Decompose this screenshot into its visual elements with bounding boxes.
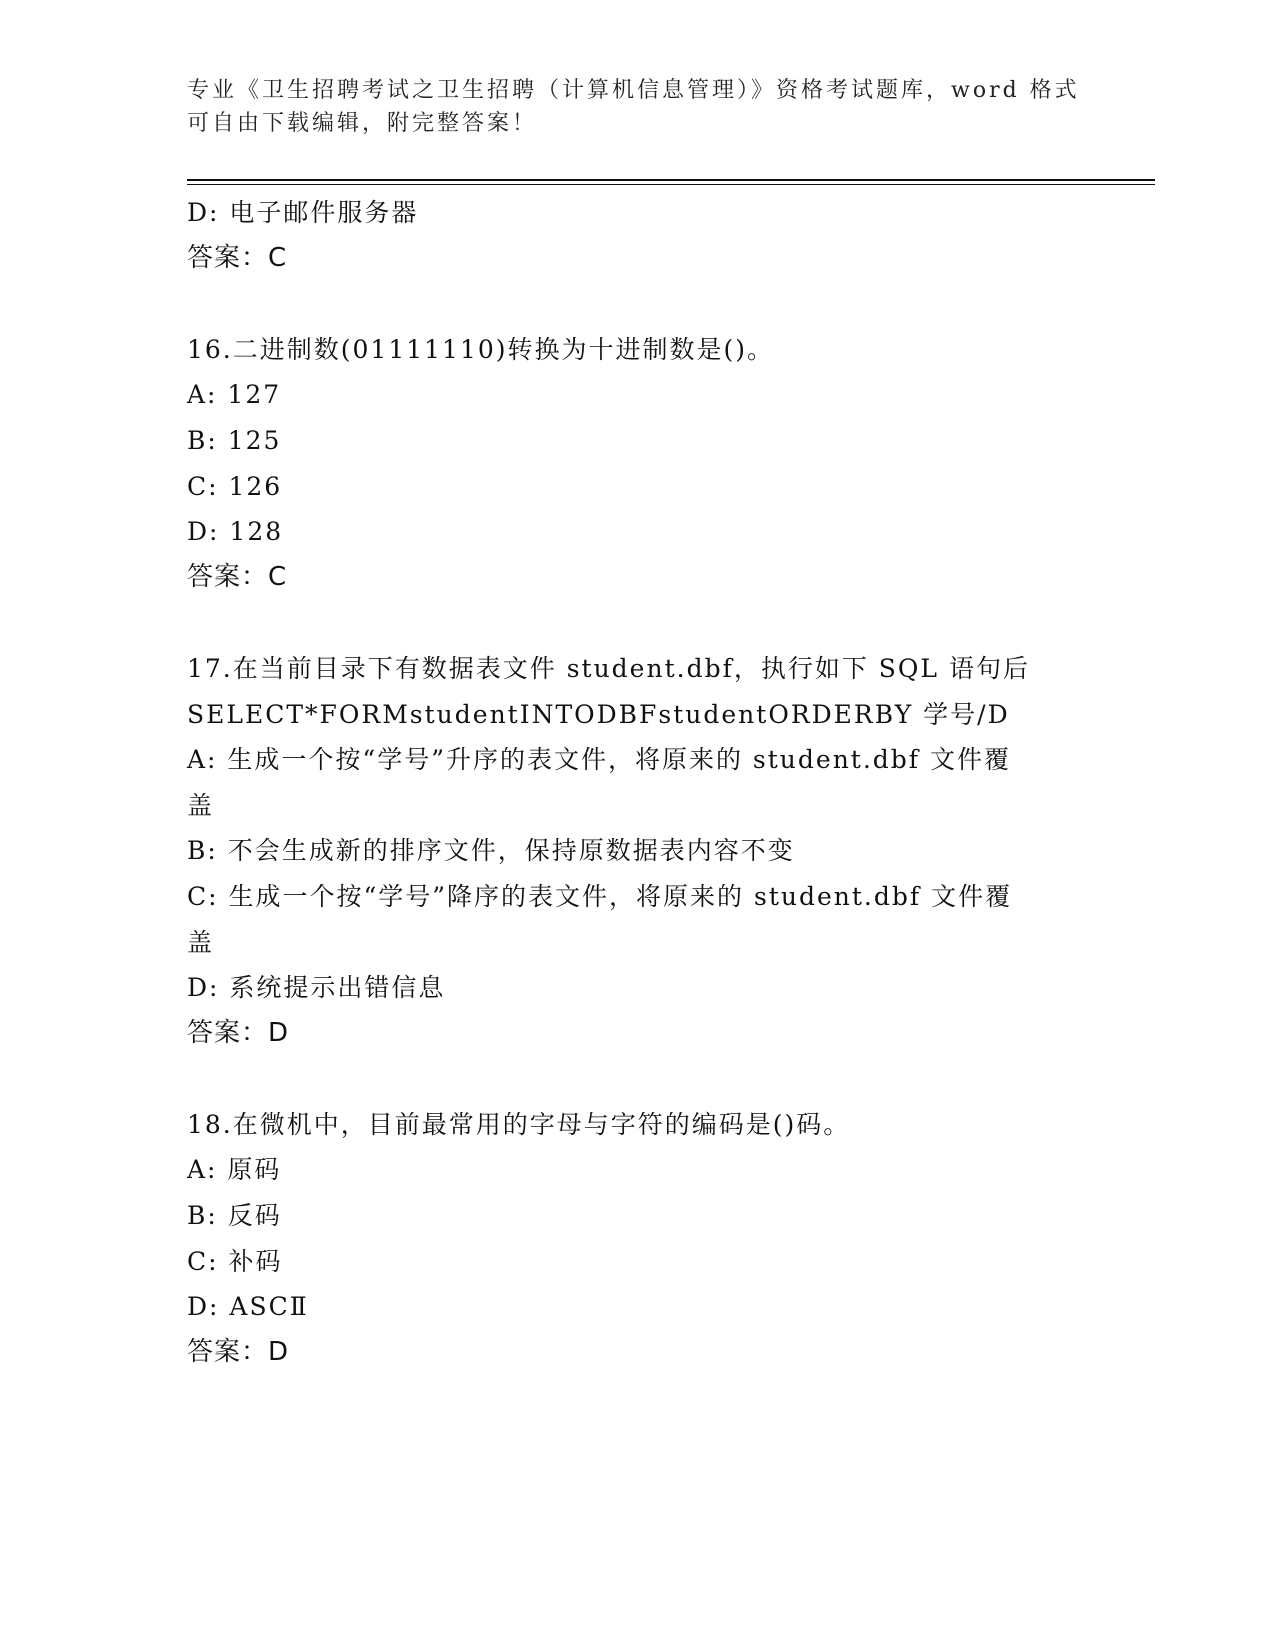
header-line-2: 可自由下载编辑，附完整答案！ <box>187 111 538 136</box>
answer-line: 答案：D <box>187 1336 290 1367</box>
question-text: 18.在微机中，目前最常用的字母与字符的编码是()码。 <box>187 1109 851 1139</box>
question-16 <box>187 327 1087 601</box>
spacer <box>187 1056 1087 1102</box>
document-body <box>187 190 1087 1375</box>
answer-line: 答案：C <box>187 242 288 273</box>
option-c: C: 126 <box>187 471 283 501</box>
option-b: B: 125 <box>187 425 282 455</box>
option-c-line-2: 盖 <box>187 927 215 957</box>
option-c-line-1: C: 生成一个按“学号”降序的表文件，将原来的 student.dbf 文件覆 <box>187 881 1013 911</box>
option-a-line-1: A: 生成一个按“学号”升序的表文件，将原来的 student.dbf 文件覆 <box>187 745 1012 775</box>
option-d: D: 系统提示出错信息 <box>187 973 446 1003</box>
question-17 <box>187 646 1087 1056</box>
option-d: D: 电子邮件服务器 <box>187 198 419 227</box>
question-text-line-2: SELECT*FORMstudentINTODBFstudentORDERBY 学号/D <box>187 699 1010 729</box>
question-15-tail <box>187 190 1087 281</box>
question-text-line-1: 17.在当前目录下有数据表文件 student.dbf，执行如下 SQL 语句后 <box>187 653 1030 683</box>
answer-line: 答案：D <box>187 1017 290 1048</box>
option-b: B: 不会生成新的排序文件，保持原数据表内容不变 <box>187 836 795 866</box>
spacer <box>187 600 1087 646</box>
option-c: C: 补码 <box>187 1246 283 1276</box>
question-18 <box>187 1102 1087 1376</box>
header-divider-thick <box>187 179 1155 181</box>
question-text: 16.二进制数(01111110)转换为十进制数是()。 <box>187 334 775 364</box>
header-line-1: 专业《卫生招聘考试之卫生招聘（计算机信息管理）》资格考试题库，word 格式 <box>187 78 1080 103</box>
answer-line: 答案：C <box>187 561 288 592</box>
option-d: D: 128 <box>187 517 284 547</box>
document-header <box>187 74 1087 140</box>
header-divider-thin <box>187 184 1155 185</box>
option-b: B: 反码 <box>187 1201 282 1231</box>
option-a: A: 原码 <box>187 1155 282 1185</box>
option-a-line-2: 盖 <box>187 790 215 820</box>
option-d: D: ASCⅡ <box>187 1292 309 1322</box>
option-a: A: 127 <box>187 380 282 410</box>
spacer <box>187 281 1087 327</box>
